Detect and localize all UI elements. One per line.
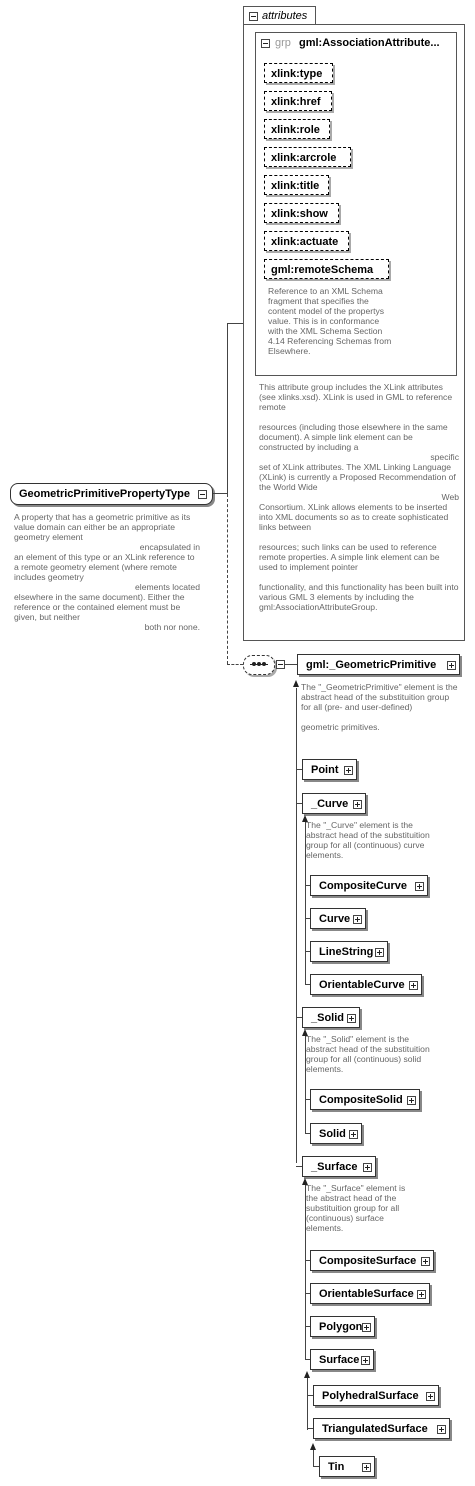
expand-icon[interactable] bbox=[349, 1130, 358, 1139]
expand-icon[interactable] bbox=[437, 1425, 446, 1434]
curve-doc: The "_Curve" element is the abstract head of the substituition group for all (continuous) curve elements. bbox=[306, 820, 430, 860]
curve-abstract-element[interactable]: _Curve bbox=[302, 793, 366, 814]
expand-icon[interactable] bbox=[409, 981, 418, 990]
connector bbox=[305, 1326, 310, 1327]
expand-icon[interactable] bbox=[353, 800, 362, 809]
substitution-arrow bbox=[302, 815, 308, 822]
attribute-xlink-actuate[interactable]: xlink:actuate bbox=[264, 231, 349, 251]
connector bbox=[227, 323, 228, 494]
collapse-icon[interactable] bbox=[198, 490, 207, 499]
attributes-tab[interactable] bbox=[243, 6, 316, 25]
expand-icon[interactable] bbox=[407, 1096, 416, 1105]
connector bbox=[227, 664, 243, 665]
attribute-xlink-href[interactable]: xlink:href bbox=[264, 91, 332, 111]
attribute-gml-remote-schema[interactable]: gml:remoteSchema bbox=[264, 259, 389, 279]
expand-icon[interactable] bbox=[344, 766, 353, 775]
connector bbox=[296, 1017, 302, 1018]
surface-abstract-element[interactable]: _Surface bbox=[302, 1156, 376, 1177]
substitution-line bbox=[296, 688, 297, 1163]
expand-icon[interactable] bbox=[353, 915, 362, 924]
surface-doc: The "_Surface" element is the abstract head of the substituition group for all (continuous) surface elements. bbox=[306, 1183, 406, 1233]
substitution-line bbox=[305, 1036, 306, 1133]
triangulated-surface-element[interactable]: TriangulatedSurface bbox=[313, 1418, 450, 1439]
expand-icon[interactable] bbox=[347, 1014, 356, 1023]
substitution-arrow bbox=[310, 1443, 316, 1450]
sequence-dot bbox=[257, 662, 261, 666]
tin-element[interactable]: Tin bbox=[319, 1456, 375, 1477]
point-element[interactable]: Point bbox=[302, 759, 357, 780]
connector bbox=[305, 885, 310, 886]
solid-abstract-element[interactable]: _Solid bbox=[302, 1007, 360, 1028]
substitution-arrow bbox=[304, 1371, 310, 1378]
geometric-primitive-element[interactable]: gml:_GeometricPrimitive bbox=[297, 654, 460, 675]
connector bbox=[305, 1359, 310, 1360]
root-type-box[interactable] bbox=[10, 483, 213, 505]
expand-icon[interactable] bbox=[426, 1392, 435, 1401]
connector bbox=[305, 1293, 310, 1294]
expand-icon[interactable] bbox=[417, 1290, 426, 1299]
connector bbox=[296, 769, 302, 770]
connector bbox=[296, 803, 302, 804]
polyhedral-surface-element[interactable]: PolyhedralSurface bbox=[313, 1385, 439, 1406]
attribute-xlink-arcrole[interactable]: xlink:arcrole bbox=[264, 147, 351, 167]
connector bbox=[227, 494, 228, 664]
remote-schema-doc: Reference to an XML Schema fragment that specifies the content model of the propertys value. This is in conformance with the XML Schema Section 4.14 Referencing Schemas from Elsewhere. bbox=[268, 286, 392, 356]
attribute-xlink-type[interactable]: xlink:type bbox=[264, 63, 333, 83]
substitution-arrow bbox=[302, 1178, 308, 1185]
connector bbox=[305, 918, 310, 919]
connector bbox=[307, 1395, 313, 1396]
collapse-icon[interactable] bbox=[249, 12, 258, 21]
connector bbox=[305, 1260, 310, 1261]
connector bbox=[285, 664, 297, 665]
connector bbox=[305, 1099, 310, 1100]
group-name: gml:AssociationAttribute... bbox=[299, 37, 440, 49]
expand-icon[interactable] bbox=[447, 661, 456, 670]
sequence-dot bbox=[252, 662, 256, 666]
connector bbox=[227, 323, 243, 324]
connector bbox=[313, 1466, 319, 1467]
root-type-name: GeometricPrimitivePropertyType bbox=[19, 488, 190, 500]
expand-icon[interactable] bbox=[415, 882, 424, 891]
attributes-tab-label: attributes bbox=[262, 10, 308, 22]
polygon-element[interactable]: Polygon bbox=[310, 1316, 375, 1337]
line-string-element[interactable]: LineString bbox=[310, 941, 388, 962]
orientable-curve-element[interactable]: OrientableCurve bbox=[310, 974, 422, 995]
root-type-doc: A property that has a geometric primitive as its value domain can either be an appropriate geometry element encapsulated in an element of this type or an XLink reference to a remote geometry element (where remote includes geometry elements located elsewhere in the same document). Either the reference or the contained element must be given, but neither both nor none. bbox=[14, 512, 200, 632]
connector bbox=[305, 984, 310, 985]
expand-icon[interactable] bbox=[361, 1356, 370, 1365]
sequence-compositor[interactable] bbox=[243, 655, 275, 675]
substitution-line bbox=[305, 822, 306, 984]
attribute-xlink-show[interactable]: xlink:show bbox=[264, 203, 339, 223]
solid-doc: The "_Solid" element is the abstract head of the substituition group for all (continuous) solid elements. bbox=[306, 1034, 430, 1074]
expand-icon[interactable] bbox=[362, 1463, 371, 1472]
composite-curve-element[interactable]: CompositeCurve bbox=[310, 875, 428, 896]
connector bbox=[213, 493, 227, 494]
connector bbox=[305, 951, 310, 952]
curve-element[interactable]: Curve bbox=[310, 908, 366, 929]
attribute-xlink-role[interactable]: xlink:role bbox=[264, 119, 330, 139]
attribute-group-doc: This attribute group includes the XLink attributes (see xlinks.xsd). XLink is used in GML to reference remote resources (including those elsewhere in the same document). A simple link element can be constructed by including a specific set of XLink attributes. The XML Linking Language (XLink) is currently a Proposed Recommendation of the World Wide Web Consortium. XLink allows elements to be inserted into XML documents so as to create sophisticated links between resources; such links can be used to reference remote properties. A simple link element can be used to implement pointer functionality, and this functionality has been built into various GML 3 elements by including the gml:AssociationAttributeGroup. bbox=[259, 382, 459, 612]
substitution-arrow bbox=[293, 680, 299, 687]
substitution-line bbox=[307, 1378, 308, 1430]
substitution-arrow bbox=[302, 1029, 308, 1036]
substitution-line bbox=[313, 1450, 314, 1466]
expand-icon[interactable] bbox=[362, 1323, 371, 1332]
geometric-primitive-doc: The "_GeometricPrimitive" element is the abstract head of the substituition group for all (pre- and user-defined) geometric primitives. bbox=[301, 682, 458, 732]
composite-solid-element[interactable]: CompositeSolid bbox=[310, 1089, 420, 1110]
expand-icon[interactable] bbox=[375, 948, 384, 957]
solid-element[interactable]: Solid bbox=[310, 1123, 362, 1144]
substitution-line bbox=[305, 1185, 306, 1359]
connector bbox=[296, 1166, 302, 1167]
connector bbox=[307, 1428, 313, 1429]
surface-element[interactable]: Surface bbox=[310, 1349, 374, 1370]
connector bbox=[305, 1133, 310, 1134]
collapse-icon[interactable] bbox=[261, 39, 270, 48]
group-prefix: grp bbox=[275, 37, 291, 49]
attribute-xlink-title[interactable]: xlink:title bbox=[264, 175, 329, 195]
expand-icon[interactable] bbox=[363, 1163, 372, 1172]
expand-icon[interactable] bbox=[421, 1257, 430, 1266]
sequence-dot bbox=[262, 662, 266, 666]
collapse-icon[interactable] bbox=[276, 660, 285, 669]
orientable-surface-element[interactable]: OrientableSurface bbox=[310, 1283, 430, 1304]
composite-surface-element[interactable]: CompositeSurface bbox=[310, 1250, 434, 1271]
